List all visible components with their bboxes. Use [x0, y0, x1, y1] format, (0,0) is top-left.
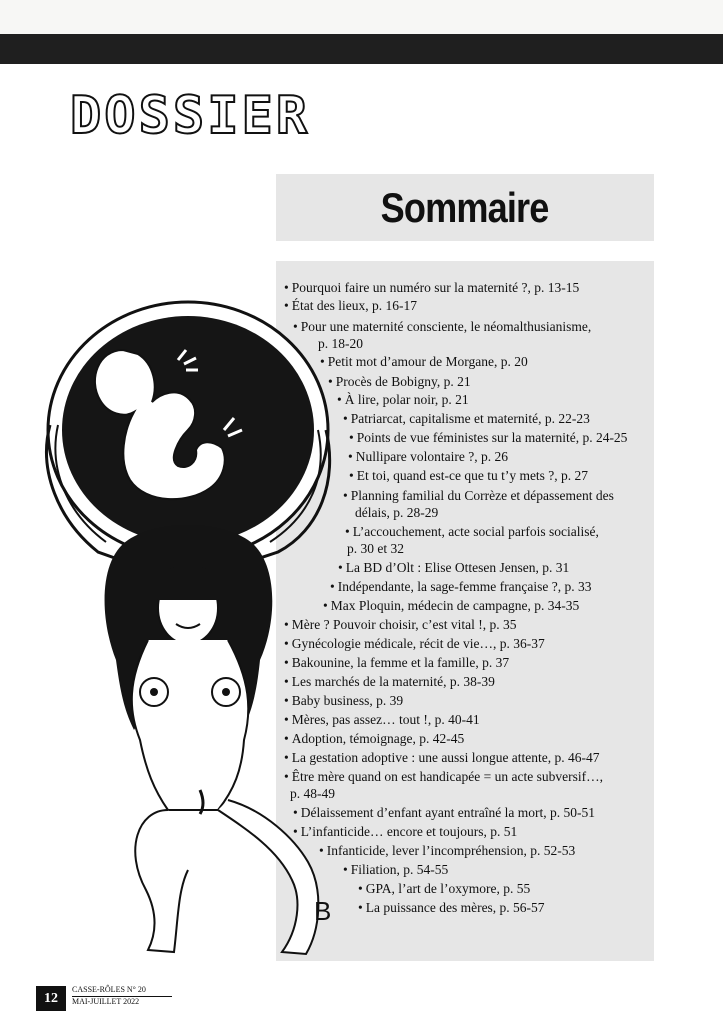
toc-item-text: Planning familial du Corrèze et dépassement des	[350, 488, 614, 503]
bullet-icon: •	[284, 636, 289, 651]
bullet-icon: •	[338, 560, 343, 575]
bullet-icon: •	[284, 693, 289, 708]
bullet-icon: •	[323, 598, 328, 613]
toc-item	[284, 749, 600, 766]
toc-item	[284, 768, 603, 802]
toc-item	[337, 391, 469, 408]
bullet-icon: •	[284, 731, 289, 746]
bullet-icon: •	[345, 524, 350, 539]
toc-item-text: Nullipare volontaire ?, p. 26	[355, 449, 508, 464]
bullet-icon: •	[284, 617, 289, 632]
publication-date: MAI-JUILLET 2022	[72, 997, 140, 1006]
toc-item-continuation: p. 48-49	[290, 786, 335, 801]
toc-item	[284, 635, 545, 652]
bullet-icon: •	[319, 843, 324, 858]
toc-item-text: Petit mot d’amour de Morgane, p. 20	[327, 354, 528, 369]
bullet-icon: •	[284, 674, 289, 689]
page-title: Sommaire	[381, 183, 549, 231]
toc-item	[328, 373, 471, 390]
toc-item-text: La gestation adoptive : une aussi longue attente, p. 46-47	[291, 750, 600, 765]
toc-item	[320, 353, 528, 370]
toc-item-text: GPA, l’art de l’oxymore, p. 55	[365, 881, 531, 896]
bullet-icon: •	[293, 805, 298, 820]
toc-item-text: Procès de Bobigny, p. 21	[335, 374, 471, 389]
toc-item	[349, 429, 627, 446]
toc-item	[284, 673, 495, 690]
bullet-icon: •	[343, 411, 348, 426]
toc-item	[284, 711, 480, 728]
toc-item-text: Bakounine, la femme et la famille, p. 37	[291, 655, 510, 670]
toc-item	[293, 823, 517, 840]
toc-item	[330, 578, 592, 595]
toc-item	[343, 861, 448, 878]
toc-item-text: Adoption, témoignage, p. 42-45	[291, 731, 465, 746]
toc-item-continuation: p. 18-20	[318, 336, 363, 351]
toc-item	[293, 318, 591, 352]
toc-item	[284, 692, 403, 709]
toc-item-text: Pour une maternité consciente, le néomalthusianisme,	[300, 319, 592, 334]
toc-item-text: État des lieux, p. 16-17	[291, 298, 417, 313]
bullet-icon: •	[284, 769, 289, 784]
toc-item	[284, 279, 579, 296]
bullet-icon: •	[284, 298, 289, 313]
toc-item	[358, 880, 530, 897]
bullet-icon: •	[284, 750, 289, 765]
bullet-icon: •	[358, 881, 363, 896]
section-heading: DOSSIER	[70, 86, 311, 146]
artist-signature: B	[314, 896, 332, 926]
toc-item	[293, 804, 595, 821]
bullet-icon: •	[343, 488, 348, 503]
toc-item-text: Être mère quand on est handicapée = un acte subversif…,	[291, 769, 603, 784]
toc-item	[348, 448, 508, 465]
bullet-icon: •	[284, 655, 289, 670]
toc-item-text: Délaissement d’enfant ayant entraîné la mort, p. 50-51	[300, 805, 596, 820]
toc-item-text: Gynécologie médicale, récit de vie…, p. 36-37	[291, 636, 545, 651]
toc-item-text: Filiation, p. 54-55	[350, 862, 449, 877]
toc-item-text: Max Ploquin, médecin de campagne, p. 34-35	[330, 598, 580, 613]
toc-item-text: Les marchés de la maternité, p. 38-39	[291, 674, 495, 689]
toc-item-text: Mères, pas assez… tout !, p. 40-41	[291, 712, 480, 727]
toc-item-text: La BD d’Olt : Elise Ottesen Jensen, p. 31	[345, 560, 570, 575]
toc-item	[284, 730, 464, 747]
bullet-icon: •	[337, 392, 342, 407]
bullet-icon: •	[358, 900, 363, 915]
toc-item-text: Et toi, quand est-ce que tu t’y mets ?, p. 27	[356, 468, 589, 483]
toc-item-text: Mère ? Pouvoir choisir, c’est vital !, p. 35	[291, 617, 517, 632]
toc-item	[343, 487, 614, 521]
toc-item-continuation: p. 30 et 32	[347, 541, 404, 556]
toc-item	[323, 597, 579, 614]
toc-item	[284, 616, 517, 633]
toc-item-continuation: délais, p. 28-29	[355, 505, 439, 520]
footer-rule	[72, 996, 172, 997]
toc-item	[284, 654, 509, 671]
toc-item-text: Indépendante, la sage-femme française ?, p. 33	[337, 579, 592, 594]
toc-item	[358, 899, 545, 916]
bullet-icon: •	[349, 430, 354, 445]
toc-item-text: La puissance des mères, p. 56-57	[365, 900, 545, 915]
toc-item-text: Infanticide, lever l’incompréhension, p. 52-53	[326, 843, 576, 858]
toc-item	[343, 410, 590, 427]
toc-item	[349, 467, 588, 484]
bullet-icon: •	[328, 374, 333, 389]
page-number: 12	[36, 986, 66, 1011]
bullet-icon: •	[320, 354, 325, 369]
toc-item-text: Points de vue féministes sur la maternité, p. 24-25	[356, 430, 628, 445]
toc-item	[319, 842, 575, 859]
toc-item	[338, 559, 569, 576]
toc-item-text: À lire, polar noir, p. 21	[344, 392, 469, 407]
bullet-icon: •	[330, 579, 335, 594]
bullet-icon: •	[343, 862, 348, 877]
toc-item-text: L’accouchement, acte social parfois socialisé,	[352, 524, 599, 539]
bullet-icon: •	[284, 712, 289, 727]
toc-item	[284, 297, 417, 314]
toc-item-text: Pourquoi faire un numéro sur la maternité ?, p. 13-15	[291, 280, 580, 295]
toc-item	[345, 523, 599, 557]
toc-item-text: L’infanticide… encore et toujours, p. 51	[300, 824, 518, 839]
toc-item-text: Patriarcat, capitalisme et maternité, p. 22-23	[350, 411, 590, 426]
bullet-icon: •	[293, 824, 298, 839]
bullet-icon: •	[348, 449, 353, 464]
publication-name: CASSE-RÔLES N° 20	[72, 985, 146, 994]
bullet-icon: •	[293, 319, 298, 334]
bullet-icon: •	[284, 280, 289, 295]
toc-item-text: Baby business, p. 39	[291, 693, 404, 708]
bullet-icon: •	[349, 468, 354, 483]
